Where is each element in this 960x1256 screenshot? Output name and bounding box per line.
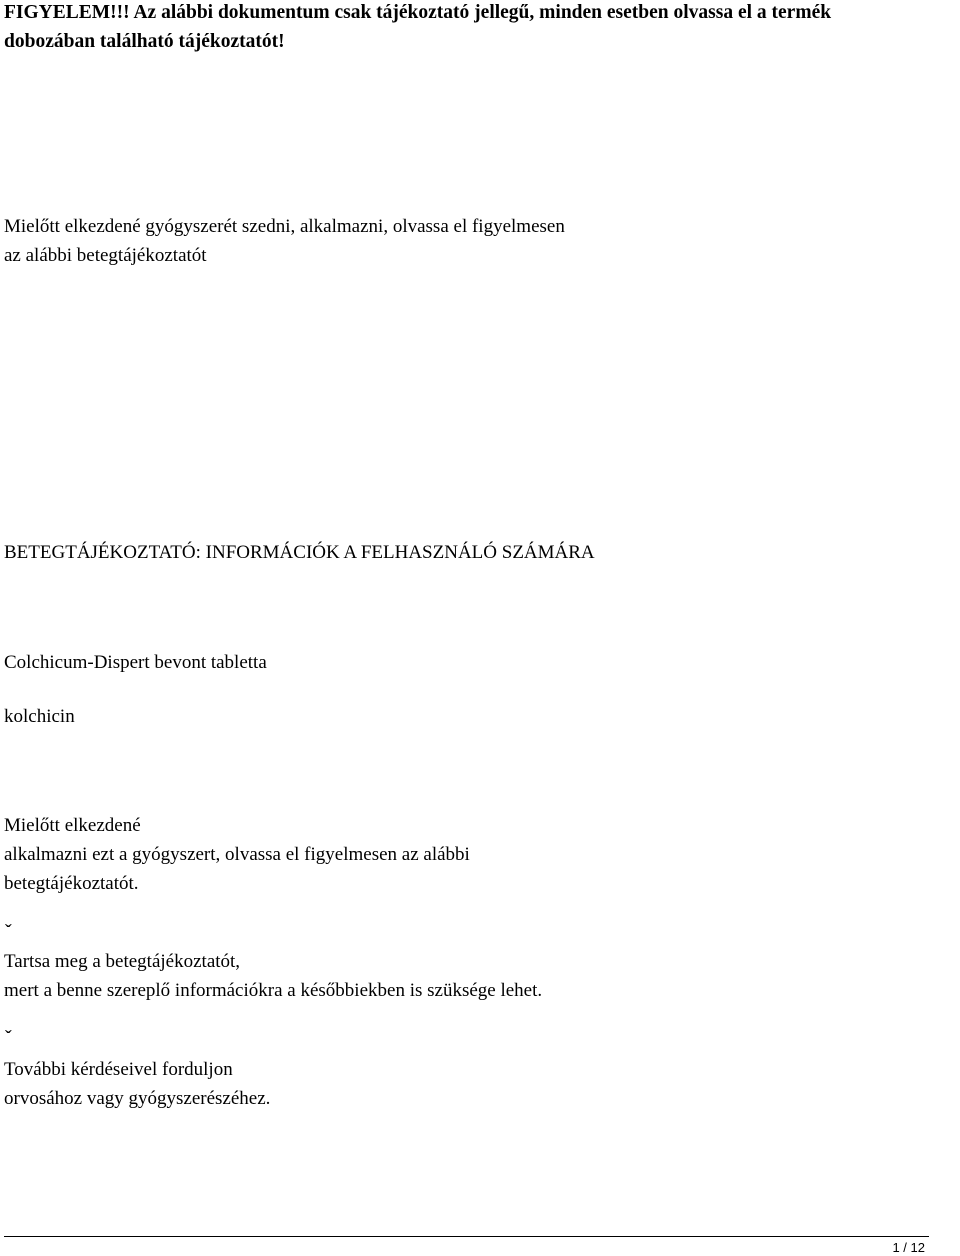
warning-line-1: FIGYELEM!!! Az alábbi dokumentum csak tájékoztató jellegű, minden esetben olvassa el a termék: [4, 2, 832, 23]
product-name-text: Colchicum-Dispert bevont tabletta: [4, 652, 267, 673]
leaflet-heading: [4, 538, 595, 567]
footer-divider: [4, 1236, 929, 1237]
intro-line-2: az alábbi betegtájékoztatót: [4, 245, 207, 266]
keep-leaflet-line-1: Tartsa meg a betegtájékoztatót,: [4, 951, 241, 972]
questions-paragraph: [4, 1055, 270, 1113]
bullet-marker-questions: ˇ: [5, 1027, 12, 1049]
active-substance-text: kolchicin: [4, 706, 75, 727]
notice-paragraph: [4, 811, 470, 898]
questions-line-2: orvosához vagy gyógyszerészéhez.: [4, 1088, 271, 1109]
product-name: [4, 648, 267, 677]
questions-line-1: További kérdéseivel forduljon: [4, 1059, 233, 1080]
keep-leaflet-line-2: mert a benne szereplő információkra a későbbiekben is szüksége lehet.: [4, 980, 543, 1001]
warning-banner: [4, 0, 944, 56]
keep-leaflet-paragraph: [4, 947, 542, 1005]
intro-line-1: Mielőtt elkezdené gyógyszerét szedni, alkalmazni, olvassa el figyelmesen: [4, 216, 565, 237]
bullet-marker-keep: ˇ: [5, 921, 12, 943]
active-substance: [4, 702, 75, 731]
warning-line-2: dobozában található tájékoztatót!: [4, 31, 285, 52]
notice-line-2: alkalmazni ezt a gyógyszert, olvassa el figyelmesen az alábbi: [4, 844, 470, 865]
leaflet-heading-text: BETEGTÁJÉKOZTATÓ: INFORMÁCIÓK A FELHASZNÁLÓ SZÁMÁRA: [4, 542, 595, 563]
intro-paragraph: [4, 212, 565, 270]
page-number: 1 / 12: [892, 1240, 925, 1255]
notice-line-3: betegtájékoztatót.: [4, 873, 139, 894]
notice-line-1: Mielőtt elkezdené: [4, 815, 141, 836]
